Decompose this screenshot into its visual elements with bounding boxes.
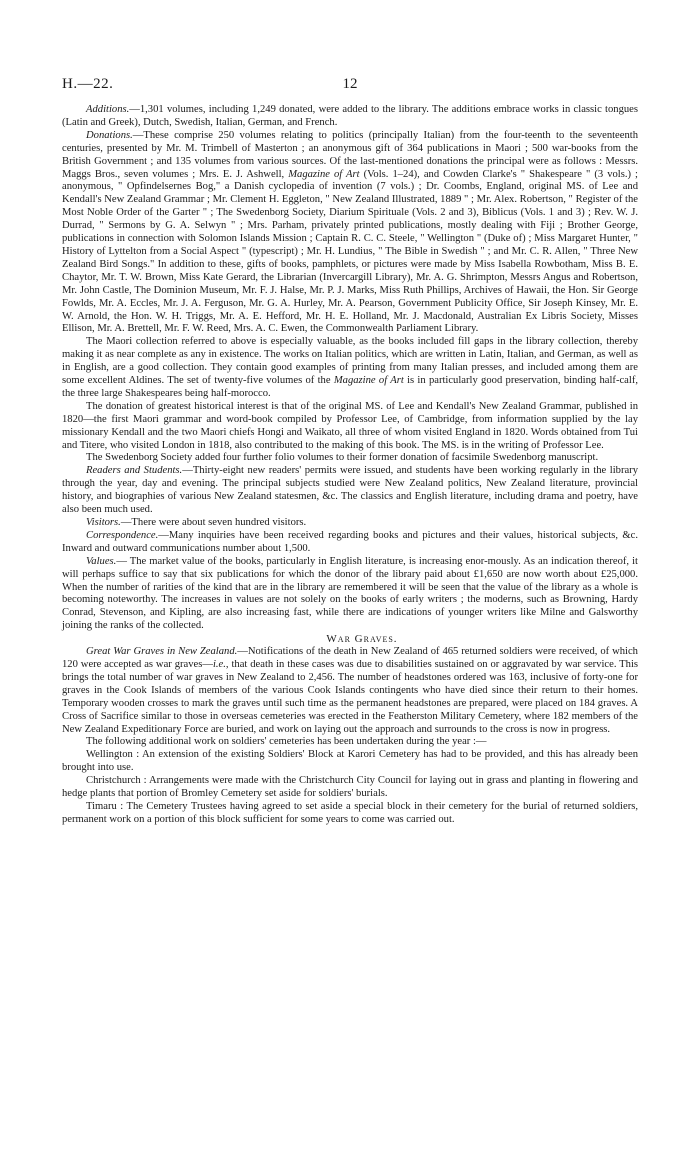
paragraph-text: (Vols. 1–24), and Cowden Clarke's " Shakespeare " (3 vols.) ; anonymous, " Opfindelsernes Bog," a Danish cyclopedia of invention (7 vols.) ; Dr. Coombs, England, original MS. of Lee and Kendall's New Zealand Grammar ; Mr. Clement H. Eggleton, " New Zealand Illustrated, 1889 " ; Mr. Alex. Robertson, " Register of the Most Noble Order of the Garter " ; The Swedenborg Society, Diarium Spirituale (Vols. 2 and 3), Biblicus (Vols. 1 and 3) ; Rev. W. J. Durrad, " Sermons by G. A. Selwyn " ; Mrs. Parham, privately printed publications, mostly dealing with Fiji ; Brother George, publications in connection with Solomon Islands Mission ; Captain R. C. C. Steele, " Wellington " (Duke of) ; Miss Margaret Hunter, " History of Lyttelton from a Social Aspect " (typescript) ; Mr. H. Lundius, " The Bible in Swedish " ; and Mr. C. R. Allen, " Three New Zealand Bird Songs." In addition to these, gifts of books, pamphlets, or pictures were made by Miss Isabella Rowbotham, Miss B. E. Chaytor, Mr. T. W. Brown, Miss Kate Gerard, the Librarian (Invercargill Library), Mr. A. G. Shrimpton, Messrs Angus and Robertson, Mr. John Castle, The Dominion Museum, Mr. F. J. Halse, Mr. P. J. Marks, Miss Ruth Phillips, Archives of Hawaii, the Hon. Sir George Fowlds, Mr. A. Eccles, Mr. J. A. Ferguson, Mr. G. A. Hurley, Mr. A. Pearson, Government Publicity Office, Sir Joseph Kinsey, Mr. E. W. Arnold, the Hon. W. H. Triggs, Mr. A. E. Hefford, Mr. H. E. Holland, Mr. J. Macdonald, Australian Ex Libris Society, Misses Ellison, Mr. A. Brettell, Mr. F. W. Reed, Mrs. A. C. Ewen, the Commonwealth Parliament Library. [62, 168, 638, 335]
publication-title: Magazine of Art [333, 375, 404, 387]
paragraph-lead: Visitors. [86, 517, 121, 528]
paragraph-text: is in particularly good preservation, binding half-calf, the three large Shakespeares being half-morocco. [62, 375, 638, 399]
paragraph-text: —There were about seven hundred visitors. [120, 517, 307, 528]
section-heading-war-graves: War Graves. [326, 633, 398, 646]
paragraph-additions [62, 104, 638, 130]
paragraph-timaru: Timaru : The Cemetery Trustees having agreed to set aside a special block in their cemetery for the burial of returned soldiers, permanent work on a portion of this block sufficient for some years to come was carried out. [62, 800, 638, 825]
paragraph-text: —Many inquiries have been received regarding books and pictures and their values, historical subjects, &c. Inward and outward communications number about 1,500. [62, 529, 638, 554]
paragraph-lead: Correspondence. [86, 529, 159, 541]
paragraph-lead: Additions. [86, 104, 130, 115]
paragraph-donations [62, 130, 638, 337]
paragraph-lead: Readers and Students. [86, 465, 183, 477]
paragraph-lead: Great War Graves in New Zealand. [86, 646, 238, 658]
paragraph-grammar: The donation of greatest historical interest is that of the original MS. of Lee and Kendall's New Zealand Grammar, published in 1820—the first Maori grammar and word-book compiled by Professor Lee, of Cambridge, from information supplied by the lay missionary Kendall and the two Maori chiefs Hongi and Waikato, all three of whom visited England in 1820. Words obtained from Tui and Titere, who visited London in 1818, also contributed to the making of this book. The MS. is in the writing of Professor Lee. [62, 400, 638, 451]
paragraph-additional-work: The following additional work on soldiers' cemeteries has been undertaken during the year :— [86, 736, 487, 748]
paragraph-visitors [62, 517, 638, 530]
paragraph-wellington: Wellington : An extension of the existing Soldiers' Block at Karori Cemetery has had to be provided, and this has already been brought into use. [62, 749, 638, 774]
paragraph-readers [62, 465, 638, 517]
paragraph-text: The Maori collection referred to above is especially valuable, as the books included fill gaps in the library collection, thereby making it as near complete as any in existence. The works on Italian politics, which are written in Latin, Italian, and German, as well as in English, are a good collection. They contain good examples of printing from many Italian presses, and included among them are some excellent Aldines. The set of twenty-five volumes of the [62, 336, 638, 387]
paragraph-text: —Notifications of the death in New Zealand of 465 returned soldiers were received, of which 120 were accepted as war graves— [62, 646, 638, 670]
document-body [62, 104, 638, 827]
paragraph-text: —These comprise 250 volumes relating to politics (principally Italian) from the four-teenth to the seventeenth centuries, presented by Mr. M. Trimbell of Masterton ; an anonymous gift of 364 publications in Maori ; 500 war-books from the British Government ; and 135 volumes from various sources. Of the last-mentioned donations the principal were as follows : Messrs. Maggs Bros., seven volumes ; Mrs. E. J. Ashwell, [62, 129, 638, 180]
paragraph-text: — The market value of the books, particularly in English literature, is increasing enor-mously. As an indication thereof, it will perhaps suffice to say that six publications for which the donor of the library paid about £1,650 are now worth about £25,000. When the number of rarities of the kind that are in the library are remembered it will be seen that the value of the library as a whole is becoming noteworthy. The increases in values are not solely on the books of early writers ; the moderns, such as Browning, Hardy Conrad, Stevenson, and Kipling, are also increasing fast, while there are indications of younger writers like Milne and Galsworthy joining the ranks of the collected. [62, 555, 638, 632]
page-header [62, 76, 638, 96]
document-reference: H.—22. [62, 76, 114, 92]
paragraph-correspondence [62, 530, 638, 556]
paragraph-christchurch: Christchurch : Arrangements were made with the Christchurch City Council for laying out in grass and planting in flowering and hedge plants that portion of Bromley Cemetery set aside for soldiers' burials. [62, 775, 638, 800]
paragraph-great-war-graves [62, 646, 638, 736]
paragraph-text: , that death in these cases was due to disabilities sustained on or aggravated by war service. This brings the total number of war graves in New Zealand to 2,456. The number of headstones ordered was 163, inclusive of forty-one for graves in the Cook Islands of members of the various Cook Islands contingents who have died since their return to their homes. Temporary wooden crosses to mark the graves until such time as the permanent headstones are prepared, were placed on 184 graves. A Cross of Sacrifice similar to those in overseas cemeteries was erected in the Featherston Military Cemetery, where 182 members of the New Zealand Expeditionary Force are buried, and work on laying out the approach and surrounds to the cross is now in progress. [62, 658, 639, 735]
page-number: 12 [342, 76, 358, 92]
paragraph-lead: Donations. [86, 129, 133, 141]
paragraph-values [62, 556, 638, 633]
paragraph-lead: Values. [86, 555, 117, 567]
paragraph-text: —1,301 volumes, including 1,249 donated, were added to the library. The additions embrace works in classic tongues (Latin and Greek), Dutch, Swedish, Italian, German, and French. [62, 104, 638, 128]
paragraph-swedenborg: The Swedenborg Society added four further folio volumes to their former donation of facsimile Swedenborg manuscript. [86, 452, 599, 464]
paragraph-text: —Thirty-eight new readers' permits were issued, and students have been working regularly in the library through the year, day and evening. The principal subjects studied were New Zealand politics, New Zealand literature, provincial history, and biographies of various New Zealand statesmen, &c. The classics and English literature, including drama and poetry, have also been much used. [62, 465, 638, 516]
publication-title: Magazine of Art [288, 168, 360, 180]
abbreviation: i.e. [212, 658, 226, 670]
paragraph-maori-collection [62, 336, 638, 401]
